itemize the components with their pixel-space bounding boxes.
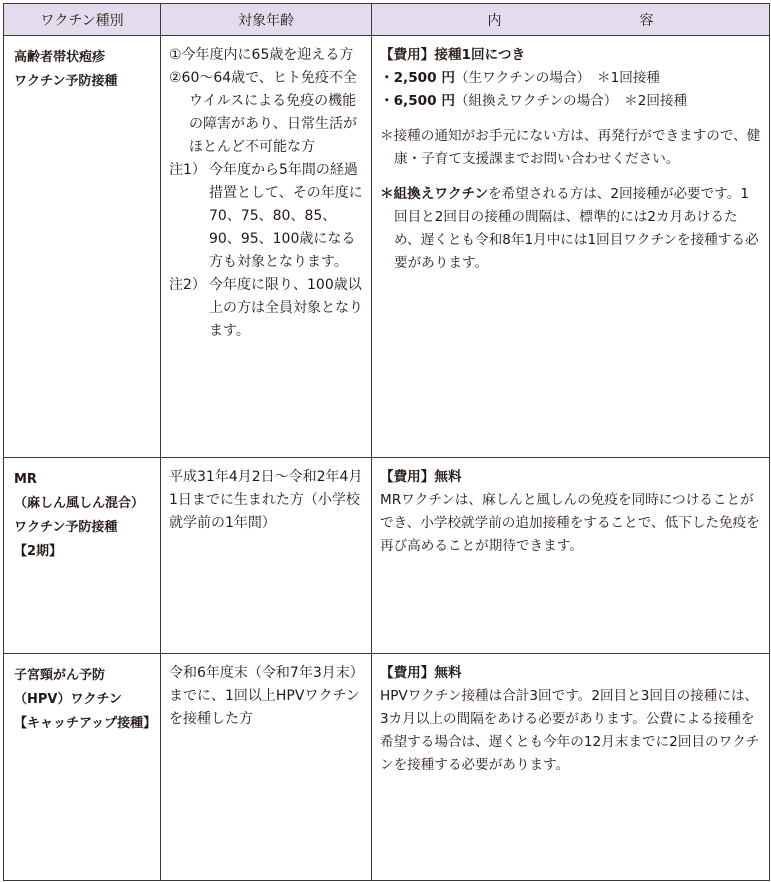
price-line bbox=[380, 90, 761, 113]
age-item: ①今年度内に65歳を迎える方 bbox=[169, 47, 354, 63]
vaccine-name-line: ワクチン予防接種 bbox=[14, 74, 118, 89]
header-vaccine-type: ワクチン種別 bbox=[4, 4, 161, 36]
table-row-hpv bbox=[4, 654, 770, 881]
fee-label: 【費用】無料 bbox=[380, 665, 462, 681]
age-note-text: 今年度から5年間の経過措置として、その年度に70、75、80、85、90、95、100歳になる方も対象となります。 bbox=[209, 162, 363, 270]
price-desc: （生ワクチンの場合） bbox=[454, 70, 584, 86]
age-note bbox=[169, 274, 365, 343]
content-text: MRワクチンは、麻しんと風しんの免疫を同時につけることができ、小学校就学前の追加接種をすることで、低下した免疫を再び高めることが期待できます。 bbox=[380, 492, 760, 554]
vaccine-name-line: （HPV）ワクチン bbox=[14, 692, 122, 707]
target-age-cell bbox=[161, 654, 372, 881]
price-amount: ・2,500 円 bbox=[380, 70, 455, 86]
age-note-label: 注2） bbox=[169, 277, 206, 293]
target-age-cell bbox=[161, 458, 372, 654]
vaccine-name-line: MR bbox=[14, 472, 37, 487]
vaccine-name-line: ワクチン予防接種 bbox=[14, 520, 118, 535]
recombinant-note bbox=[380, 183, 761, 275]
table-row-shingles bbox=[4, 36, 770, 458]
fee-label: 【費用】接種1回につき bbox=[380, 47, 526, 63]
recombinant-note-lead: ＊組換えワクチン bbox=[380, 186, 489, 202]
vaccine-name-line: 高齢者帯状疱疹 bbox=[14, 50, 106, 65]
vaccine-name-cell bbox=[4, 458, 161, 654]
vaccine-name-line: 子宮頸がん予防 bbox=[14, 668, 106, 683]
age-item: ②60～64歳で、ヒト免疫不全ウイルスによる免疫の機能の障害があり、日常生活がほとんど不可能な方 bbox=[169, 70, 357, 155]
content-cell bbox=[372, 654, 770, 881]
content-text: HPVワクチン接種は合計3回です。2回目と3回目の接種には、3カ月以上の間隔をあける必要があります。公費による接種を希望する場合は、遅くとも今年の12月末までに2回目のワクチンを接種する必要があります。 bbox=[380, 688, 760, 773]
age-text: 令和6年度末（令和7年3月末）までに、1回以上HPVワクチンを接種した方 bbox=[169, 665, 364, 727]
vaccine-name-cell bbox=[4, 654, 161, 881]
price-count: ＊1回接種 bbox=[596, 70, 661, 86]
vaccine-table bbox=[3, 3, 770, 881]
vaccine-name-line: 【2期】 bbox=[14, 544, 63, 559]
fee-label: 【費用】無料 bbox=[380, 469, 462, 485]
header-content bbox=[372, 4, 770, 36]
reissue-note: ＊接種の通知がお手元にない方は、再発行ができますので、健康・子育て支援課までお問い合わせください。 bbox=[380, 128, 761, 167]
age-note bbox=[169, 159, 365, 274]
vaccine-name-line: （麻しん風しん混合） bbox=[14, 496, 145, 511]
age-text: 平成31年4月2日～令和2年4月1日までに生まれた方（小学校就学前の1年間） bbox=[169, 469, 363, 531]
content-cell bbox=[372, 36, 770, 458]
target-age-cell bbox=[161, 36, 372, 458]
vaccine-name-line: 【キャッチアップ接種】 bbox=[14, 716, 157, 731]
header-content-label: 内 容 bbox=[487, 12, 716, 29]
header-target-age: 対象年齢 bbox=[161, 4, 372, 36]
price-desc: （組換えワクチンの場合） bbox=[454, 93, 611, 109]
recombinant-note-text: を希望される方は、2回接種が必要です。1回目と2回目の接種の間隔は、標準的には2カ月あけるため、遅くとも令和8年1月中には1回目ワクチンを接種する必要があります。 bbox=[394, 186, 759, 271]
vaccine-name-cell bbox=[4, 36, 161, 458]
price-amount: ・6,500 円 bbox=[380, 93, 455, 109]
age-note-label: 注1） bbox=[169, 162, 206, 178]
content-cell bbox=[372, 458, 770, 654]
price-count: ＊2回接種 bbox=[624, 93, 688, 109]
table-row-mr bbox=[4, 458, 770, 654]
age-note-text: 今年度に限り、100歳以上の方は全員対象となります。 bbox=[209, 277, 363, 339]
price-line bbox=[380, 67, 761, 90]
table-header-row bbox=[4, 4, 770, 36]
